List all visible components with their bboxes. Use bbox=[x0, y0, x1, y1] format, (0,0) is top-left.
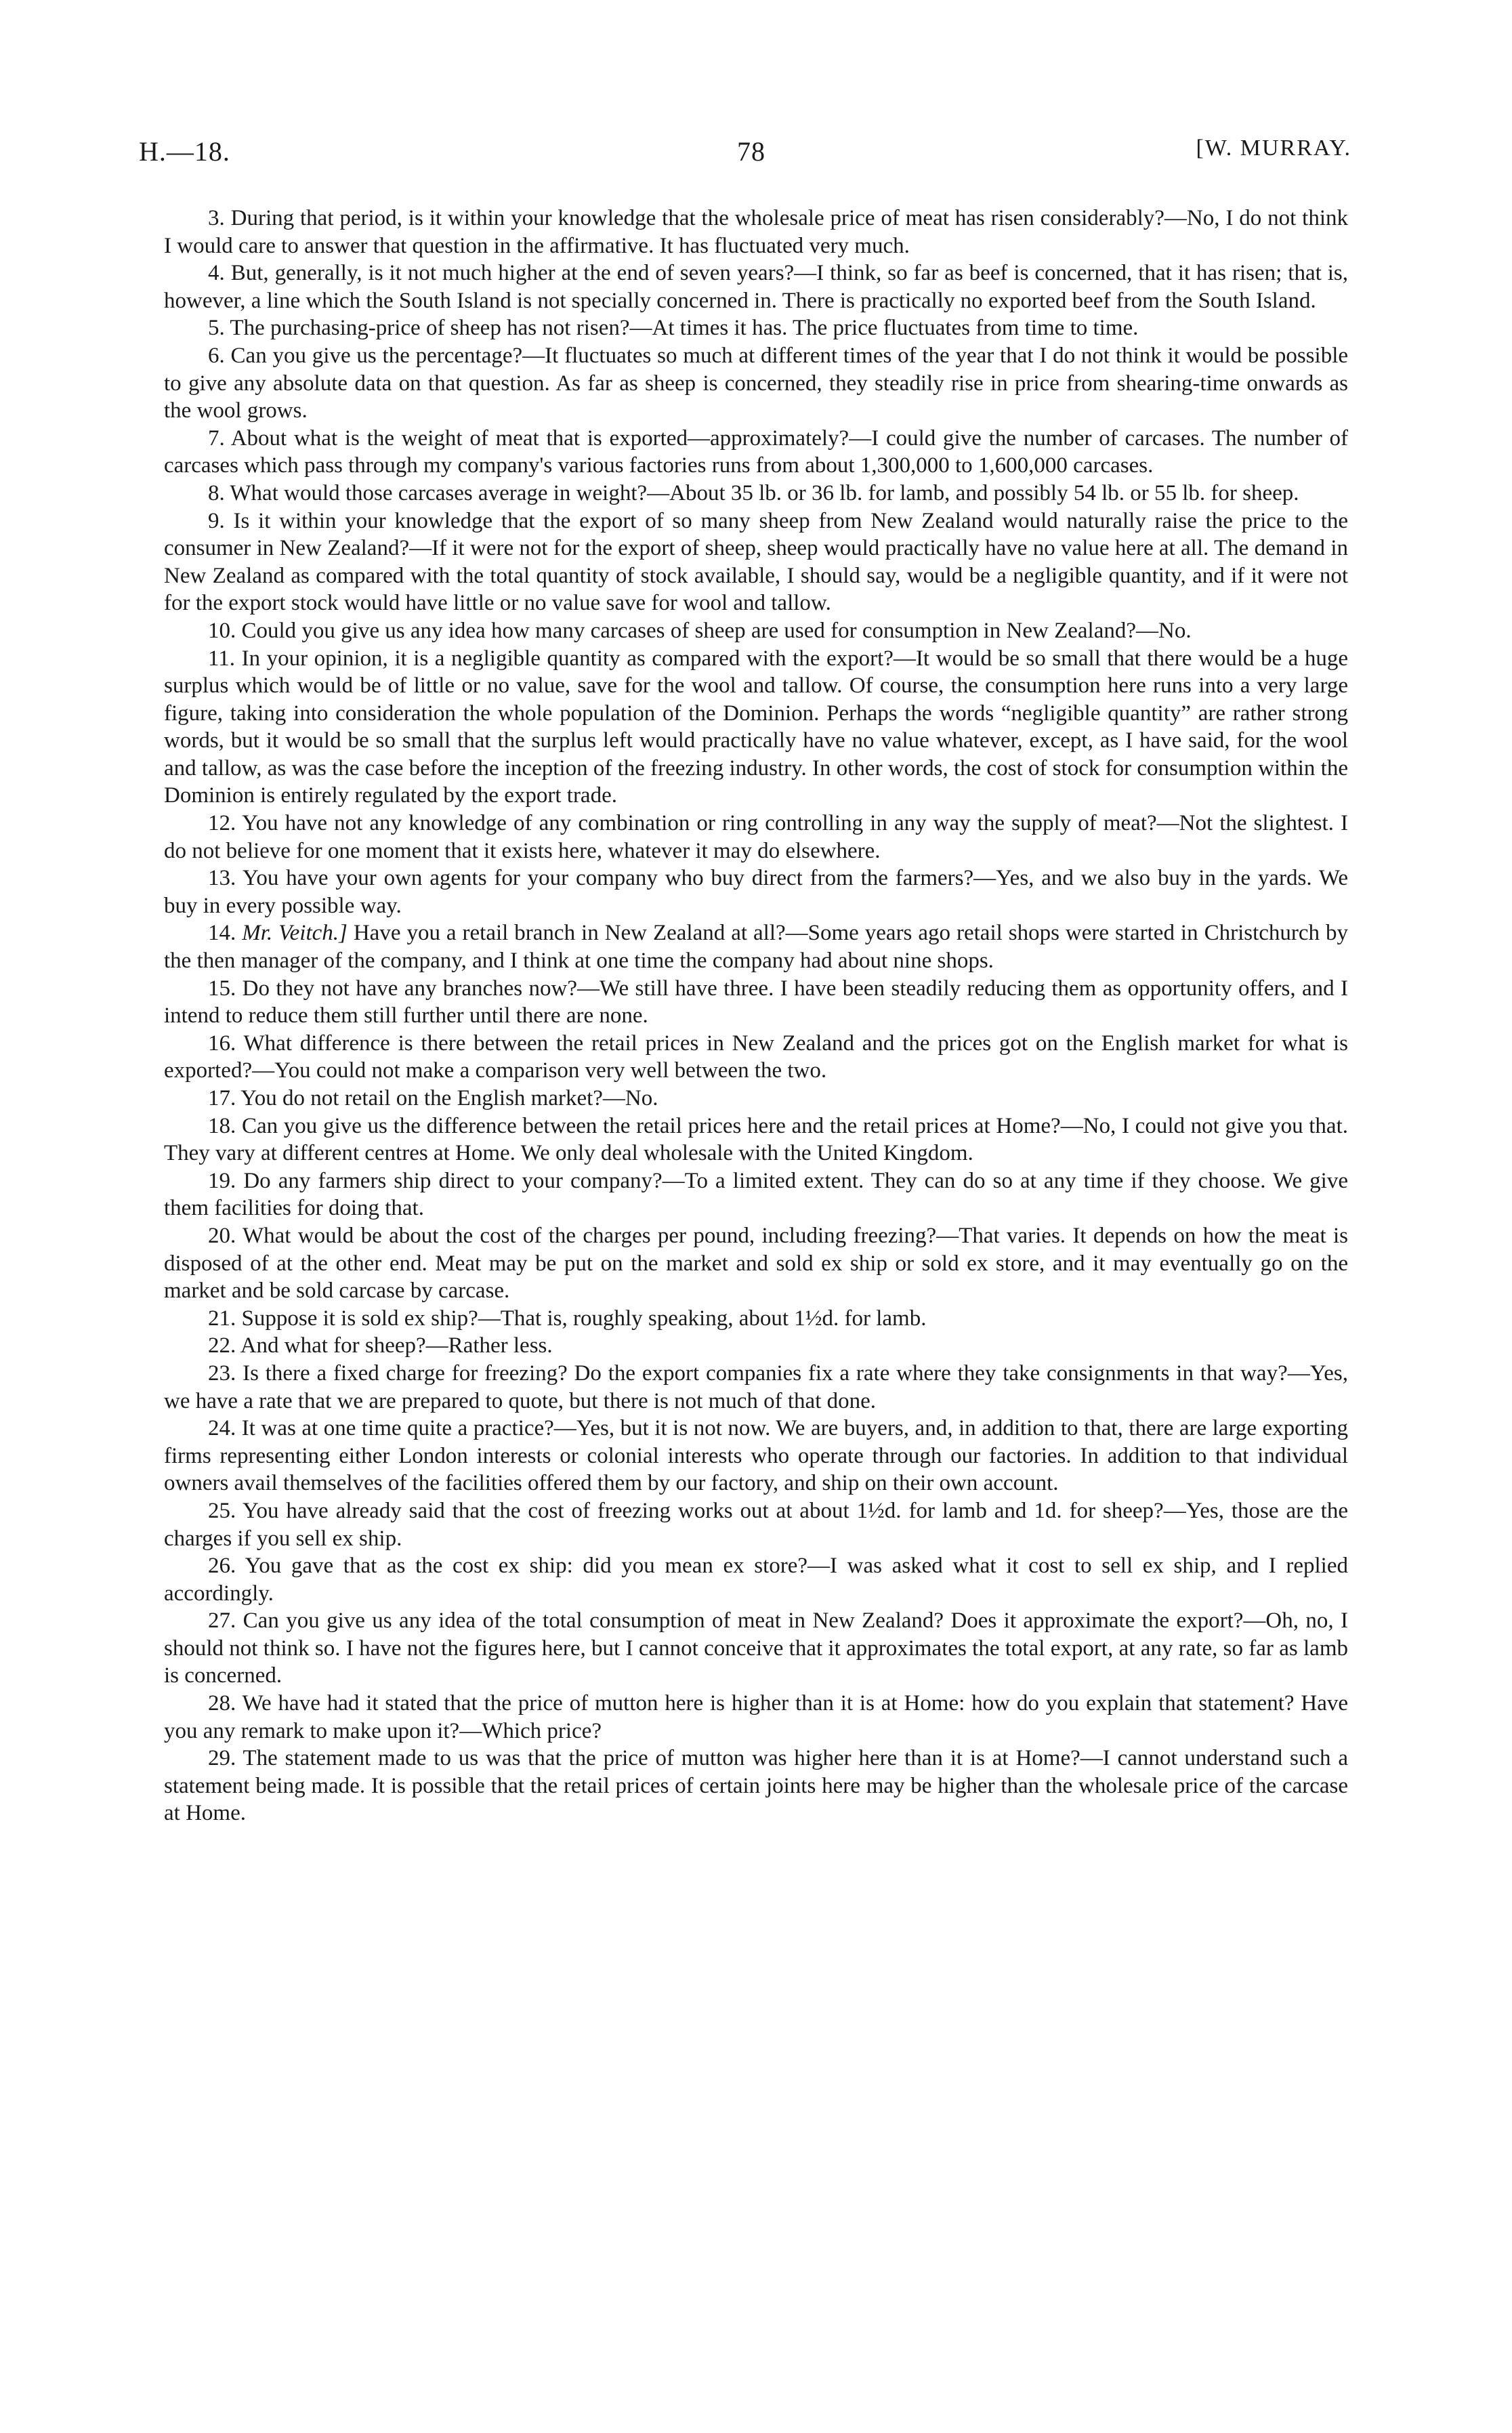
question-text: The purchasing-price of sheep has not risen?—At times it has. The price fluctuates from time to time. bbox=[230, 316, 1139, 341]
question-number: 6. bbox=[208, 343, 225, 368]
question-paragraph bbox=[164, 1222, 1348, 1305]
question-number: 9. bbox=[208, 508, 225, 533]
question-paragraph bbox=[164, 1497, 1348, 1552]
question-text: You gave that as the cost ex ship: did you mean ex store?—I was asked what it cost to sell ex ship, and I replied accordingly. bbox=[164, 1554, 1348, 1606]
question-text: What difference is there between the retail prices in New Zealand and the prices got on the English market for what is exported?—You could not make a comparison very well between the two. bbox=[164, 1031, 1348, 1083]
question-paragraph bbox=[164, 810, 1348, 865]
question-text: You have already said that the cost of freezing works out at about 1½d. for lamb and 1d. for sheep?—Yes, those are the charges if you sell ex ship. bbox=[164, 1498, 1348, 1551]
question-text: You have not any knowledge of any combination or ring controlling in any way the supply of meat?—Not the slightest. I do not believe for one moment that it exists here, whatever it may do elsewhere. bbox=[164, 811, 1348, 863]
testimony-body bbox=[164, 205, 1348, 1827]
question-number: 22. bbox=[208, 1333, 236, 1358]
question-paragraph bbox=[164, 617, 1348, 645]
question-text: We have had it stated that the price of mutton here is higher than it is at Home: how do you explain that statement? Have you any remark to make upon it?—Which price? bbox=[164, 1691, 1349, 1743]
question-number: 11. bbox=[208, 646, 236, 671]
question-text: The statement made to us was that the price of mutton was higher here than it is at Home?—I cannot understand such a statement being made. It is possible that the retail prices of certain joints here may be higher than the wholesale price of the carcase at Home. bbox=[164, 1746, 1349, 1826]
question-paragraph bbox=[164, 1085, 1348, 1112]
question-number: 28. bbox=[208, 1691, 236, 1716]
question-paragraph bbox=[164, 480, 1348, 507]
speaker-label: Mr. Veitch.] bbox=[242, 921, 348, 946]
question-number: 17. bbox=[208, 1086, 236, 1110]
question-paragraph bbox=[164, 1415, 1348, 1497]
question-number: 20. bbox=[208, 1223, 236, 1248]
question-paragraph bbox=[164, 865, 1348, 919]
question-paragraph bbox=[164, 1690, 1348, 1745]
question-paragraph bbox=[164, 314, 1348, 342]
question-text: Do any farmers ship direct to your company?—To a limited extent. They can do so at any time if they choose. We give them facilities for doing that. bbox=[164, 1168, 1348, 1221]
question-number: 7. bbox=[208, 425, 225, 451]
question-text: Could you give us any idea how many carcases of sheep are used for consumption in New Zealand?—No. bbox=[241, 618, 1192, 643]
question-paragraph bbox=[164, 425, 1348, 480]
question-paragraph bbox=[164, 975, 1348, 1030]
question-paragraph bbox=[164, 1607, 1348, 1690]
question-paragraph bbox=[164, 1745, 1348, 1827]
question-paragraph bbox=[164, 1112, 1348, 1167]
question-paragraph bbox=[164, 1360, 1348, 1415]
witness-name: [W. MURRAY. bbox=[1196, 136, 1351, 161]
question-text: You do not retail on the English market?—No. bbox=[240, 1086, 658, 1110]
page-header bbox=[139, 136, 1351, 176]
question-paragraph bbox=[164, 1030, 1348, 1085]
question-number: 25. bbox=[208, 1498, 236, 1523]
question-text: About what is the weight of meat that is exported—approximately?—I could give the number of carcases. The number of carcases which pass through my company's various factories runs from about 1,300,000 to 1,600,000 carcases. bbox=[164, 425, 1348, 478]
question-number: 10. bbox=[208, 618, 236, 643]
question-number: 27. bbox=[208, 1608, 236, 1634]
question-number: 26. bbox=[208, 1554, 236, 1579]
question-text: What would those carcases average in weight?—About 35 lb. or 36 lb. for lamb, and possibly 54 lb. or 55 lb. for sheep. bbox=[230, 480, 1299, 505]
document-reference: H.—18. bbox=[139, 136, 230, 167]
question-number: 29. bbox=[208, 1746, 236, 1771]
question-paragraph bbox=[164, 507, 1348, 617]
question-paragraph bbox=[164, 342, 1348, 425]
question-text: Have you a retail branch in New Zealand at all?—Some years ago retail shops were started in Christchurch by the then manager of the company, and I think at one time the company had about nine shops. bbox=[164, 921, 1349, 974]
question-number: 18. bbox=[208, 1113, 236, 1138]
question-text: It was at one time quite a practice?—Yes, but it is not now. We are buyers, and, in addition to that, there are large exporting firms representing either London interests or colonial interests who operate through our factories. In addition to that individual owners avail themselves of the facilities offered them by our factory, and ship on their own account. bbox=[164, 1416, 1349, 1496]
question-paragraph bbox=[164, 1552, 1348, 1607]
question-text: Is it within your knowledge that the export of so many sheep from New Zealand would naturally raise the price to the consumer in New Zealand?—If it were not for the export of sheep, sheep would practically have no value here at all. The demand in New Zealand as compared with the total quantity of stock available, I should say, would be a negligible quantity, and if it were not for the export stock would have little or no value save for wool and tallow. bbox=[164, 508, 1349, 616]
question-text: And what for sheep?—Rather less. bbox=[240, 1333, 553, 1358]
question-number: 3. bbox=[208, 206, 225, 230]
question-text: Can you give us any idea of the total consumption of meat in New Zealand? Does it approximate the export?—Oh, no, I should not think so. I have not the figures here, but I cannot conceive that it approximates the total export, at any rate, so far as lamb is concerned. bbox=[164, 1608, 1349, 1688]
question-text: Can you give us the percentage?—It fluctuates so much at different times of the year that I do not think it would be possible to give any absolute data on that question. As far as sheep is concerned, they steadily rise in price from shearing-time onwards as the wool grows. bbox=[164, 343, 1349, 423]
question-paragraph bbox=[164, 205, 1348, 259]
question-number: 4. bbox=[208, 261, 225, 286]
question-text: But, generally, is it not much higher at the end of seven years?—I think, so far as beef is concerned, that it has risen; that is, however, a line which the South Island is not specially concerned in. There is practically no exported beef from the South Island. bbox=[164, 261, 1349, 313]
question-number: 16. bbox=[208, 1031, 236, 1056]
question-number: 5. bbox=[208, 316, 225, 341]
question-number: 21. bbox=[208, 1306, 236, 1331]
question-text: What would be about the cost of the charges per pound, including freezing?—That varies. It depends on how the meat is disposed of at the other end. Meat may be put on the market and sold ex ship or sold ex store, and it may eventually go on the market and be sold carcase by carcase. bbox=[164, 1223, 1348, 1304]
question-number: 23. bbox=[208, 1360, 236, 1386]
question-text: In your opinion, it is a negligible quantity as compared with the export?—It would be so small that there would be a huge surplus which would be of little or no value, save for the wool and tallow. Of course, the consumption here runs into a very large figure, taking into consideration the whole population of the Dominion. Perhaps the words “negligible quantity” are rather strong words, but it would be so small that the surplus left would practically have no value whatever, except, as I have said, for the wool and tallow, as was the case before the inception of the freezing industry. In other words, the cost of stock for consumption within the Dominion is entirely regulated by the export trade. bbox=[164, 646, 1348, 808]
question-paragraph bbox=[164, 259, 1348, 314]
question-paragraph bbox=[164, 1167, 1348, 1222]
question-text: Do they not have any branches now?—We still have three. I have been steadily reducing them as opportunity offers, and I intend to reduce them still further until there are none. bbox=[164, 976, 1348, 1028]
question-paragraph bbox=[164, 1305, 1348, 1333]
question-number: 15. bbox=[208, 976, 236, 1001]
question-paragraph bbox=[164, 1332, 1348, 1360]
page-number: 78 bbox=[737, 136, 765, 167]
question-text: You have your own agents for your company who buy direct from the farmers?—Yes, and we also buy in the yards. We buy in every possible way. bbox=[164, 866, 1348, 918]
question-paragraph bbox=[164, 645, 1348, 810]
question-number: 19. bbox=[208, 1168, 236, 1193]
question-paragraph bbox=[164, 919, 1348, 974]
question-text: Is there a fixed charge for freezing? Do the export companies fix a rate where they take consignments in that way?—Yes, we have a rate that we are prepared to quote, but there is not much of that done. bbox=[164, 1360, 1348, 1413]
question-number: 14. bbox=[208, 921, 236, 946]
question-number: 24. bbox=[208, 1416, 236, 1441]
question-text: Suppose it is sold ex ship?—That is, roughly speaking, about 1½d. for lamb. bbox=[241, 1306, 927, 1331]
question-number: 13. bbox=[208, 866, 236, 891]
question-text: Can you give us the difference between the retail prices here and the retail prices at Home?—No, I could not give you that. They vary at different centres at Home. We only deal wholesale with the United Kingdom. bbox=[164, 1113, 1349, 1166]
question-text: During that period, is it within your knowledge that the wholesale price of meat has risen considerably?—No, I do not think I would care to answer that question in the affirmative. It has fluctuated very much. bbox=[164, 206, 1349, 258]
question-number: 12. bbox=[208, 811, 236, 836]
question-number: 8. bbox=[208, 480, 225, 505]
